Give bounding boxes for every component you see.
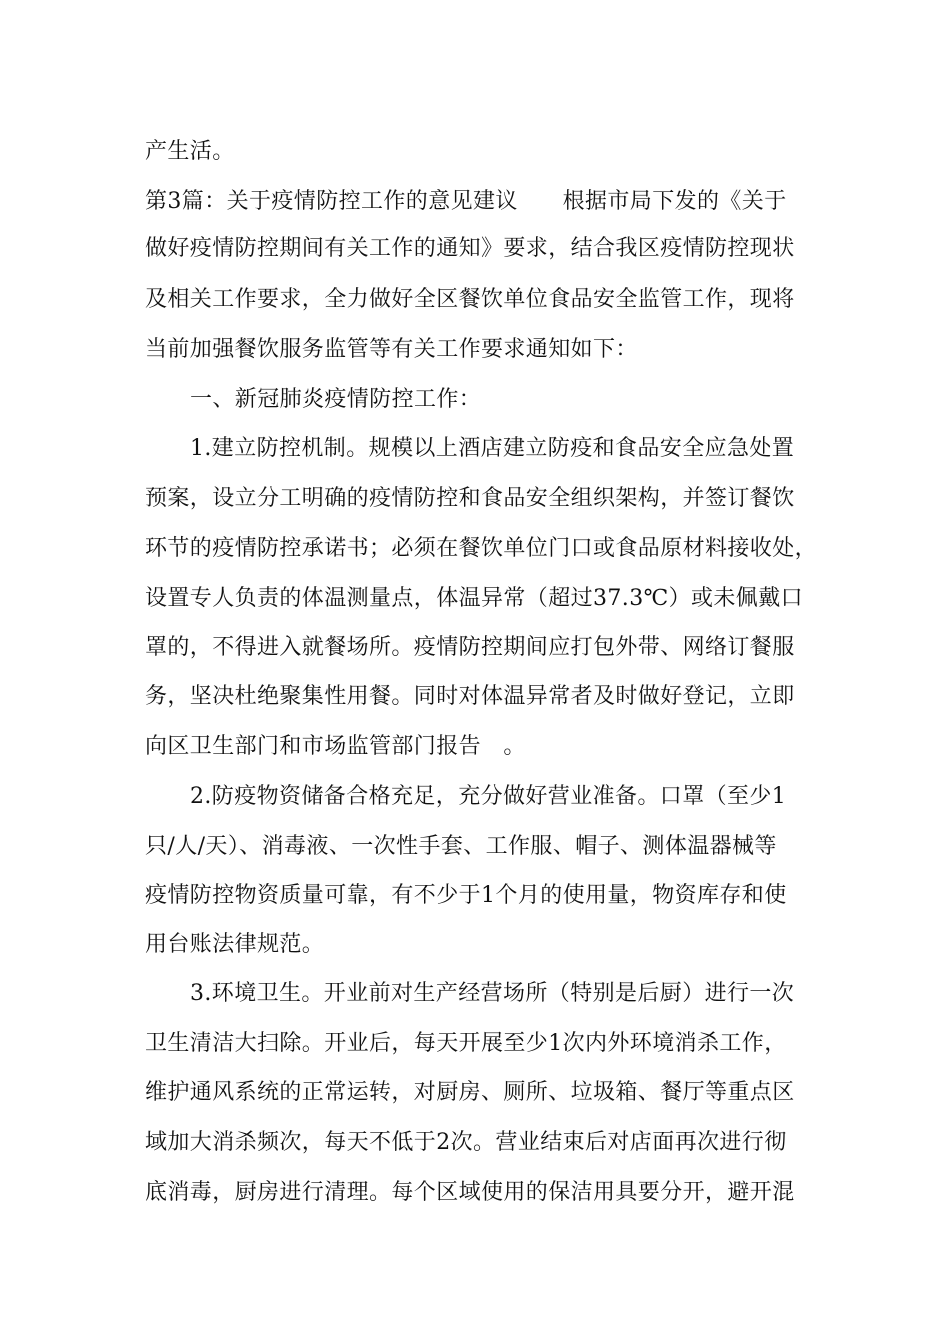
text-line: 用台账法律规范。 <box>145 932 325 957</box>
text-line: 环节的疫情防控承诺书；必须在餐饮单位门口或食品原材料接收处， <box>145 536 818 561</box>
text-line: 设置专人负责的体温测量点，体温异常（超过37.3℃）或未佩戴口 <box>145 586 803 611</box>
text-line: 域加大消杀频次，每天不低于2次。营业结束后对店面再次进行彻 <box>145 1130 787 1155</box>
text-line: 及相关工作要求，全力做好全区餐饮单位食品安全监管工作，现将 <box>145 287 795 312</box>
text-line: 罩的，不得进入就餐场所。疫情防控期间应打包外带、网络订餐服 <box>145 635 795 660</box>
paragraph-start: 2.防疫物资储备合格充足，充分做好营业准备。口罩（至少1 <box>190 784 787 809</box>
text-line: 向区卫生部门和市场监管部门报告 。 <box>145 734 526 759</box>
text-line: 第3篇：关于疫情防控工作的意见建议 根据市局下发的《关于 <box>145 189 787 214</box>
text-line: 产生活。 <box>145 139 235 164</box>
text-line: 做好疫情防控期间有关工作的通知》要求，结合我区疫情防控现状 <box>145 236 795 261</box>
text-line: 当前加强餐饮服务监管等有关工作要求通知如下： <box>145 337 638 362</box>
text-line: 务，坚决杜绝聚集性用餐。同时对体温异常者及时做好登记，立即 <box>145 684 795 709</box>
text-line: 维护通风系统的正常运转，对厨房、厕所、垃圾箱、餐厅等重点区 <box>145 1080 795 1105</box>
text-line: 卫生清洁大扫除。开业后，每天开展至少1次内外环境消杀工作， <box>145 1031 787 1056</box>
text-line: 疫情防控物资质量可靠，有不少于1个月的使用量，物资库存和使 <box>145 883 787 908</box>
text-line: 底消毒，厨房进行清理。每个区域使用的保洁用具要分开，避开混 <box>145 1180 795 1205</box>
section-heading: 一、新冠肺炎疫情防控工作： <box>190 387 482 412</box>
paragraph-start: 3.环境卫生。开业前对生产经营场所（特别是后厨）进行一次 <box>190 981 795 1006</box>
text-line: 预案，设立分工明确的疫情防控和食品安全组织架构，并签订餐饮 <box>145 486 795 511</box>
paragraph-start: 1.建立防控机制。规模以上酒店建立防疫和食品安全应急处置 <box>190 436 795 461</box>
text-line: 只/人/天）、消毒液、一次性手套、工作服、帽子、测体温器械等 <box>145 834 777 859</box>
